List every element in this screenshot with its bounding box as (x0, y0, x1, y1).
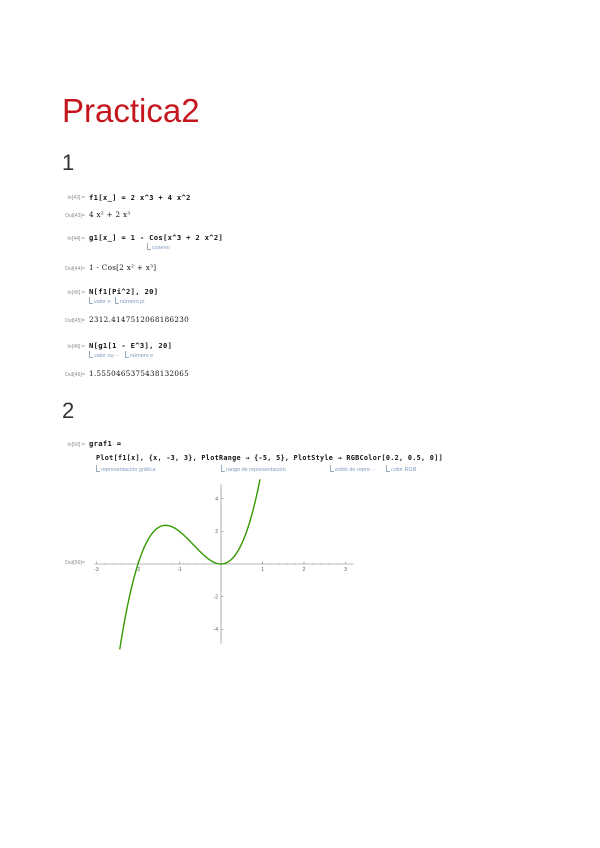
hint-estilo-representacion: estilo de repre··· (330, 465, 375, 473)
y-tick-label: 4 (215, 496, 218, 503)
output-cell-46: 1.5550465375438132065 (89, 369, 190, 378)
hint-valor-nu: valor nu··· (89, 351, 119, 359)
input-cell-46[interactable]: N[g1[1 - E^3], 20] (89, 341, 173, 350)
output-label-43: Out[43]= (64, 213, 85, 219)
hint-rango-representacion: rango de representación (221, 465, 286, 473)
output-cell-45: 2312.4147512068186230 (89, 315, 190, 324)
hint-color-rgb: color RGB (386, 465, 416, 473)
y-tick-label: 2 (215, 529, 218, 536)
x-tick-label: 3 (344, 567, 347, 573)
hint-numero-pi: número pi (115, 297, 144, 305)
output-cell-43: 4 x² + 2 x³ (89, 210, 131, 219)
x-tick-label: 2 (302, 567, 306, 573)
series-line (120, 479, 260, 649)
input-label-43: In[43]:= (67, 195, 85, 201)
input-cell-45[interactable]: N[f1[Pi^2], 20] (89, 287, 159, 296)
y-tick-label: -2 (213, 594, 218, 601)
input-cell-50-assign[interactable]: graf1 = (89, 439, 122, 448)
output-label-45: Out[45]= (64, 318, 85, 324)
input-label-46: In[46]:= (67, 344, 85, 350)
output-label-50: Out[50]= (64, 560, 85, 566)
input-label-50: In[50]:= (67, 442, 85, 448)
y-tick-label: -4 (213, 627, 218, 633)
hint-representacion-grafica: representación gráfica (96, 465, 155, 473)
output-cell-44: 1 - Cos[2 x² + x³] (89, 263, 157, 272)
section-heading-1: 1 (62, 150, 75, 175)
hint-valor-n: valor n (89, 297, 111, 305)
x-tick-label: -2 (135, 567, 141, 573)
input-label-44: In[44]:= (67, 236, 85, 242)
input-label-45: In[45]:= (67, 290, 85, 296)
output-label-44: Out[44]= (64, 266, 85, 272)
x-tick-label: 1 (261, 567, 264, 573)
x-tick-label: -1 (177, 567, 182, 573)
hint-coseno: coseno (147, 243, 170, 251)
plot-output (80, 476, 370, 652)
input-cell-50-plot[interactable]: Plot[f1[x], {x, -3, 3}, PlotRange → {-5, 5}, PlotStyle → RGBColor[0.2, 0.5, 0]] (96, 454, 443, 462)
input-cell-44[interactable]: g1[x_] = 1 - Cos[x^3 + 2 x^2] (89, 233, 224, 242)
output-label-46: Out[46]= (64, 372, 85, 378)
input-cell-43[interactable]: f1[x_] = 2 x^3 + 4 x^2 (89, 193, 191, 202)
section-heading-2: 2 (62, 398, 75, 423)
notebook-title: Practica2 (62, 92, 200, 129)
x-tick-label: -3 (94, 567, 99, 573)
hint-numero-e: número e (125, 351, 153, 359)
chart-root (94, 479, 353, 649)
